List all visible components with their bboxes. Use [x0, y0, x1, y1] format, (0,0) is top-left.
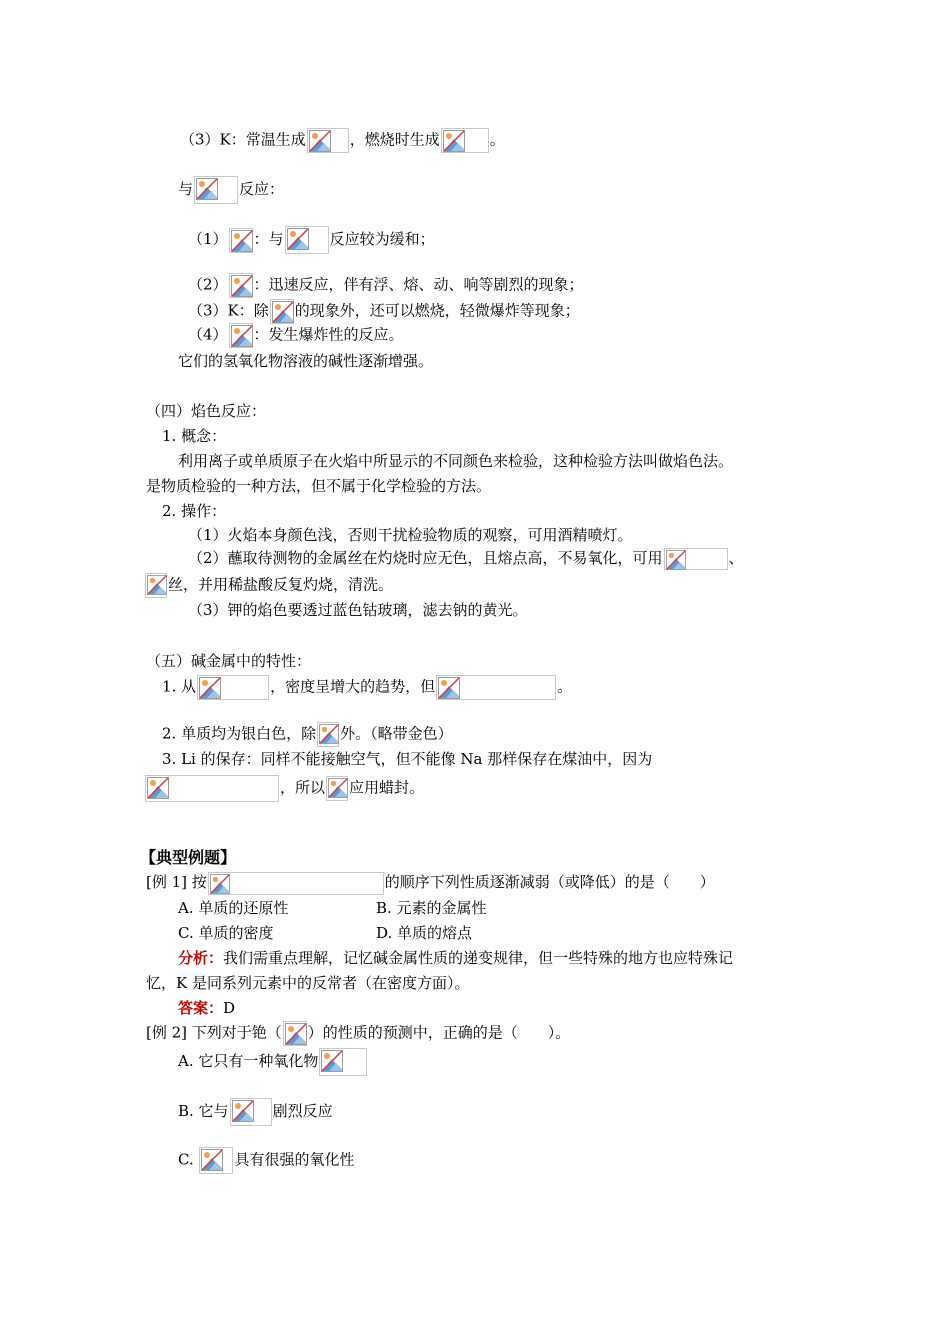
example-1-option-a: A. 单质的还原性: [178, 899, 289, 917]
operation-1: （1）火焰本身颜色浅，否则干扰检验物质的观察，可用酒精喷灯。: [188, 526, 633, 544]
broken-image-icon: [321, 1050, 343, 1072]
example-1-option-c: C. 单质的密度: [178, 924, 274, 942]
examples-heading: 【典型例题】: [140, 848, 237, 867]
broken-image-icon: [210, 874, 230, 894]
broken-image-icon: [231, 275, 253, 297]
special-point-1: 1. 从 ，密度呈增大的趋势，但 。: [162, 675, 572, 700]
broken-image-icon: [147, 575, 167, 595]
formula-image: [229, 228, 253, 253]
broken-image-icon: [272, 301, 294, 323]
analysis-line-1: 分析：我们需重点理解，记忆碱金属性质的递变规律，但一些特殊的地方也应特殊记: [178, 949, 734, 967]
water-item-2: （2） ：迅速反应，伴有浮、熔、动、响等剧烈的现象；: [188, 273, 584, 298]
broken-image-icon: [231, 325, 253, 347]
broken-image-icon: [231, 230, 253, 252]
formula-image: [317, 722, 339, 747]
formula-image: [270, 299, 294, 324]
formula-image: [307, 128, 349, 153]
special-point-3-cont: ，所以 应用蜡封。: [144, 775, 424, 802]
broken-image-icon: [147, 777, 169, 799]
example-2: [例 2] 下列对于铯（ ）的性质的预测中，正确的是（ ）。: [146, 1021, 570, 1046]
concept-title: 1. 概念：: [162, 427, 227, 445]
formula-image: [436, 675, 556, 700]
water-item-4: （4） ：发生爆炸性的反应。: [188, 323, 404, 348]
formula-image: [194, 176, 238, 204]
special-heading: （五）碱金属中的特性：: [146, 652, 312, 670]
formula-image: [145, 775, 279, 802]
example-1-option-d: D. 单质的熔点: [376, 924, 473, 942]
broken-image-icon: [328, 778, 348, 798]
broken-image-icon: [232, 1100, 254, 1122]
example-2-option-c: C. 具有很强的氧化性: [178, 1147, 355, 1174]
formula-image: [664, 548, 728, 570]
example-1-option-b: B. 元素的金属性: [376, 899, 487, 917]
special-point-3: 3. Li 的保存：同样不能接触空气，但不能像 Na 那样保存在煤油中，因为: [162, 750, 653, 768]
broken-image-icon: [666, 550, 686, 570]
formula-image: [145, 573, 167, 598]
concept-line-1: 利用离子或单质原子在火焰中所显示的不同颜色来检验，这种检验方法叫做焰色法。: [178, 452, 734, 470]
formula-image: [326, 776, 348, 801]
operation-3: （3）钾的焰色要透过蓝色钴玻璃，滤去钠的黄光。: [188, 601, 528, 619]
formula-image: [229, 273, 253, 298]
broken-image-icon: [196, 178, 218, 200]
broken-image-icon: [199, 677, 221, 699]
formula-image: [441, 128, 489, 153]
formula-image: [319, 1048, 367, 1076]
water-item-3: （3）K：除 的现象外，还可以燃烧，轻微爆炸等现象；: [188, 299, 580, 324]
operation-2-cont: 丝，并用稀盐酸反复灼烧，清洗。: [144, 573, 393, 598]
analysis-line-2: 忆，K 是同系列元素中的反常者（在密度方面）。: [146, 974, 470, 992]
formula-image: [208, 872, 384, 895]
special-point-2: 2. 单质均为银白色，除 外。（略带金色）: [162, 722, 453, 747]
formula-image: [283, 1021, 307, 1046]
broken-image-icon: [287, 228, 309, 250]
broken-image-icon: [443, 130, 465, 152]
example-2-option-a: A. 它只有一种氧化物: [178, 1048, 368, 1076]
operation-title: 2. 操作：: [162, 502, 227, 520]
example-2-option-b: B. 它与 剧烈反应: [178, 1098, 333, 1126]
formula-image: [285, 226, 329, 254]
formula-image: [199, 1147, 233, 1174]
broken-image-icon: [285, 1023, 307, 1045]
water-item-1: （1） ：与 反应较为缓和；: [188, 226, 435, 254]
formula-image: [197, 675, 269, 700]
water-reaction-intro: 与 反应：: [178, 176, 284, 204]
broken-image-icon: [201, 1149, 223, 1171]
answer-line: 答案：D: [178, 999, 236, 1017]
broken-image-icon: [319, 724, 339, 744]
formula-image: [230, 1098, 272, 1126]
broken-image-icon: [309, 130, 331, 152]
example-1: [例 1] 按 的顺序下列性质逐渐减弱（或降低）的是（ ）: [146, 871, 715, 895]
broken-image-icon: [438, 677, 460, 699]
k-line: （3）K：常温生成 ，燃烧时生成 。: [180, 128, 505, 153]
water-summary: 它们的氢氧化物溶液的碱性逐渐增强。: [178, 352, 434, 370]
operation-2: （2）蘸取待测物的金属丝在灼烧时应无色，且熔点高，不易氧化，可用 、: [188, 547, 744, 570]
flame-heading: （四）焰色反应：: [146, 402, 267, 420]
concept-line-2: 是物质检验的一种方法，但不属于化学检验的方法。: [146, 477, 492, 495]
formula-image: [229, 323, 253, 348]
